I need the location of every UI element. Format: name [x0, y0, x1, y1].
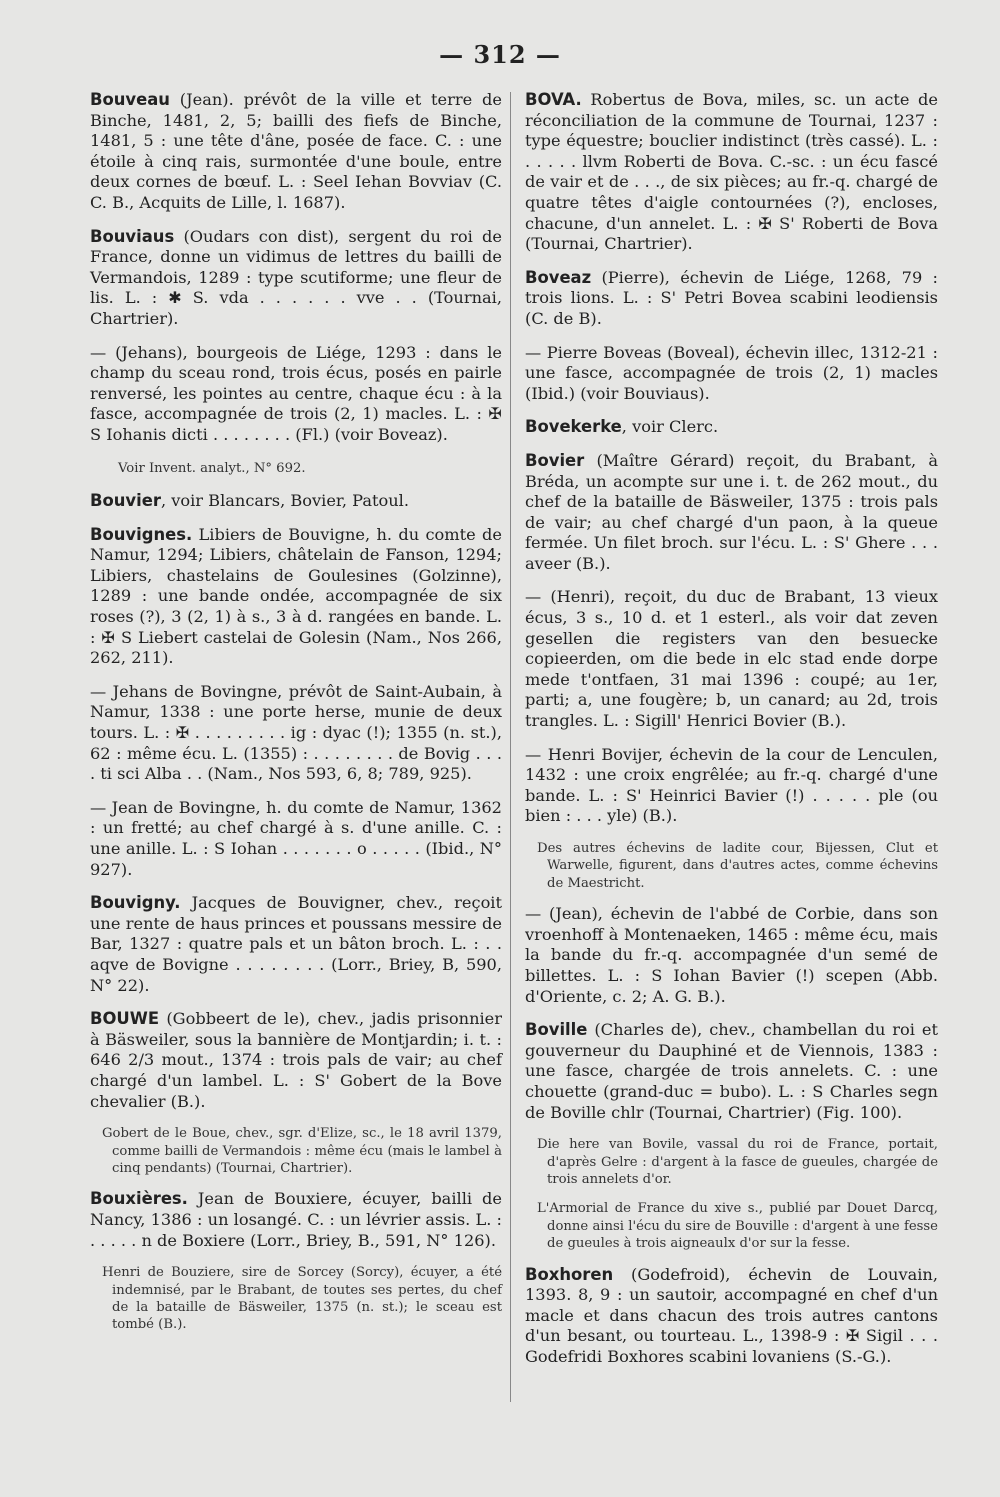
- entry-heading: Bouxières.: [90, 1189, 188, 1209]
- entry-text: Jacques de Bouvigner, chev., reçoit une rente de haus princes et poussans messire de Bar, 1327 : quatre pals et un bâton broch. L. : . . aqve de Bovigne . . . . . . . . (Lorr., Briey, B, 590, N° 22).: [90, 893, 502, 995]
- entry-note: Henri de Bouziere, sire de Sorcey (Sorcy), écuyer, a été indemnisé, par le Brabant, de toutes ses pertes, du chef de la bataille de Bäsweiler, 1375 (n. st.); le sceau est tombé (B.).: [102, 1265, 502, 1333]
- entry: [90, 491, 502, 512]
- entry-heading: BOVA.: [525, 90, 582, 109]
- entry-text: (Maître Gérard) reçoit, du Brabant, à Bréda, un acompte sur une i. t. de 262 mout., du chef de la bataille de Bäsweiler, 1375 : trois pals de vair; au chef chargé d'un paon, à la queue fermée. Un filet broch. sur l'écu. L. : S' Ghere . . . aveer (B.).: [525, 450, 938, 573]
- entry-text: (Godefroid), échevin de Louvain, 1393. 8, 9 : un sautoir, accompagné en chef d'un macle et dans chacun des trois autres cantons d'un besant, ou tourteau. L., 1398-9 : ✠ Sigil . . . Godefridi Boxhores scabini lovaniens (S.-G.).: [525, 1264, 938, 1366]
- entry-heading: BOUWE: [90, 1009, 160, 1029]
- right-column: [525, 90, 938, 1381]
- entry-text: — Henri Bovijer, échevin de la cour de Lenculen, 1432 : une croix engrêlée; au fr.-q. chargé d'une bande. L. : S' Heinrici Bavier (!) . . . . . ple (ou bien : . . . yle) (B.).: [525, 744, 938, 826]
- entry-note: Die here van Bovile, vassal du roi de France, portait, d'après Gelre : d'argent à la fasce de gueules, chargée de trois annelets d'or.: [537, 1137, 938, 1187]
- entry-text: — Jehans de Bovingne, prévôt de Saint-Aubain, à Namur, 1338 : une porte herse, munie de deux tours. L. : ✠ . . . . . . . . . ig : dyac (!); 1355 (n. st.), 62 : même écu. L. (1355) : . . . . . . . . de Bovig . . . . ti sci Alba . . (Nam., Nos 593, 6, 8; 789, 925).: [90, 681, 502, 784]
- entry-text: Libiers de Bouvigne, h. du comte de Namur, 1294; Libiers, châtelain de Fanson, 1294; Libiers, chastelains de Goulesines (Golzinne), 1289 : une bande ondée, accompagnée de six roses (?), 3 (2, 1) à s., 3 à d. rangées en bande. L. : ✠ S Liebert castelai de Golesin (Nam., Nos 266, 262, 211).: [90, 524, 502, 668]
- entry-heading: Bouvignes.: [90, 524, 193, 544]
- entry-text: (Jean). prévôt de la ville et terre de Binche, 1481, 2, 5; bailli des fiefs de Binche, 1481, 5 : une tête d'âne, posée de face. C. : une étoile à cinq rais, surmontée d'une boule, entre deux cornes de bœuf. L. : Seel Iehan Bovviav (C. C. B., Acquits de Lille, l. 1687).: [90, 90, 502, 212]
- entry: [90, 525, 502, 669]
- entry: [525, 90, 938, 255]
- entry-heading: Bouvier: [90, 491, 161, 511]
- entry: [525, 451, 938, 575]
- entry-text: , voir Clerc.: [621, 417, 719, 437]
- entry-text: Jean de Bouxiere, écuyer, bailli de Nancy, 1386 : un losangé. C. : un lévrier assis. L. : . . . . . n de Boxiere (Lorr., Briey, B., 591, N° 126).: [90, 1189, 502, 1250]
- entry: [525, 1265, 938, 1368]
- entry-heading: Boxhoren: [525, 1264, 614, 1284]
- entry-heading: Bovier: [525, 450, 585, 470]
- entry: [90, 1189, 502, 1251]
- entry-heading: Bovekerke: [525, 417, 622, 437]
- entry-heading: Boveaz: [525, 267, 592, 287]
- entry-note: Des autres échevins de ladite cour, Bijessen, Clut et Warwelle, figurent, dans d'autres actes, comme échevins de Maestricht.: [537, 841, 938, 891]
- entry-text: Robertus de Bova, miles, sc. un acte de réconciliation de la commune de Tournai, 1237 : type équestre; bouclier indistinct (très cassé). L. : . . . . . llvm Roberti de Bova. C.-sc. : un écu fascé de vair et de . . ., de six pièces; au fr.-q. chargé de quatre têtes d'aigle contournées (?), encloses, chacune, d'un annelet. L. : ✠ S' Roberti de Bova (Tournai, Chartrier).: [525, 90, 938, 254]
- entry-text: — (Jehans), bourgeois de Liége, 1293 : dans le champ du sceau rond, trois écus, posés en pairle renversé, les pointes au centre, chaque écu : à la fasce, accompagnée de trois (2, 1) macles. L. : ✠ S Iohanis dicti . . . . . . . . (Fl.) (voir Boveaz).: [90, 342, 502, 444]
- entry-text: — Jean de Bovingne, h. du comte de Namur, 1362 : un fretté; au chef chargé à s. d'une anille. C. : une anille. L. : S Iohan . . . . . . . o . . . . . (Ibid., N° 927).: [90, 797, 502, 879]
- entry: [525, 587, 938, 731]
- entry: [90, 893, 502, 996]
- entry-note: Gobert de le Boue, chev., sgr. d'Elize, sc., le 18 avril 1379, comme bailli de Vermandois : même écu (mais le lambel à cinq pendants) (Tournai, Chartrier).: [102, 1126, 502, 1176]
- entry: [525, 745, 938, 827]
- entry: [525, 904, 938, 1007]
- entry-note: L'Armorial de France du xive s., publié par Douet Darcq, donne ainsi l'écu du sire de Bouville : d'argent à une fesse de gueules à trois aigneaulx d'or sur la fesse.: [537, 1201, 938, 1252]
- entry-heading: Bouvigny.: [90, 893, 181, 913]
- entry-heading: Bouviaus: [90, 226, 175, 246]
- entry: [90, 90, 502, 214]
- entry-text: , voir Blancars, Bovier, Patoul.: [160, 491, 409, 511]
- entry-text: (Gobbeert de le), chev., jadis prisonnier à Bäsweiler, sous la bannière de Montjardin; i. t. : 646 2/3 mout., 1374 : trois pals de vair; au chef chargé d'un lambel. L. : S' Gobert de la Bove chevalier (B.).: [90, 1009, 502, 1111]
- entry-text: (Pierre), échevin de Liége, 1268, 79 : trois lions. L. : S' Petri Bovea scabini leodiensis (C. de B).: [525, 267, 938, 328]
- entry: [90, 798, 502, 880]
- entry-text: — (Jean), échevin de l'abbé de Corbie, dans son vroenhoff à Montenaeken, 1465 : même écu, mais la bande du fr.-q. accompagnée d'un semé de billettes. L. : S Iohan Bavier (!) scepen (Abb. d'Oriente, c. 2; A. G. B.).: [525, 904, 938, 1006]
- entry: [90, 682, 502, 785]
- entry-text: — Pierre Boveas (Boveal), échevin illec, 1312-21 : une fasce, accompagnée de trois (2, 1) macles (Ibid.) (voir Bouviaus).: [525, 342, 938, 403]
- entry: [525, 268, 938, 330]
- entry-text: (Oudars con dist), sergent du roi de France, donne un vidimus de lettres du bailli de Vermandois, 1289 : type scutiforme; une fleur de lis. L. : ✱ S. vda . . . . . . vve . . (Tournai, Chartrier).: [90, 226, 502, 328]
- column-divider: [510, 92, 511, 1402]
- entry-text: (Charles de), chev., chambellan du roi et gouverneur du Dauphiné et de Viennois, 1383 : une fasce, chargée de trois annelets. C. : une chouette (grand-duc = bubo). L. : S Charles segn de Boville chlr (Tournai, Chartrier) (Fig. 100).: [525, 1020, 938, 1122]
- page-number: — 312 —: [439, 40, 561, 69]
- entry: [525, 1020, 938, 1123]
- entry-reference: Voir Invent. analyt., N° 692.: [118, 460, 306, 476]
- entry: [525, 417, 938, 438]
- entry: [525, 343, 938, 405]
- left-column: [90, 90, 502, 1346]
- entry-heading: Boville: [525, 1020, 588, 1040]
- entry: [90, 227, 502, 330]
- entry-heading: Bouveau: [90, 90, 170, 109]
- entry-text: — (Henri), reçoit, du duc de Brabant, 13 vieux écus, 3 s., 10 d. et 1 esterl., als voir dat zeven gesellen die registers van den besuecke copieerden, om die bede in elc stad ende dorpe mede t'ontfaen, 31 mai 1396 : coupé; au 1er, parti; a, une fougère; b, un canard; au 2d, trois trangles. L. : Sigill' Henrici Bovier (B.).: [525, 587, 938, 731]
- entry: [90, 343, 502, 446]
- entry: [90, 1009, 502, 1112]
